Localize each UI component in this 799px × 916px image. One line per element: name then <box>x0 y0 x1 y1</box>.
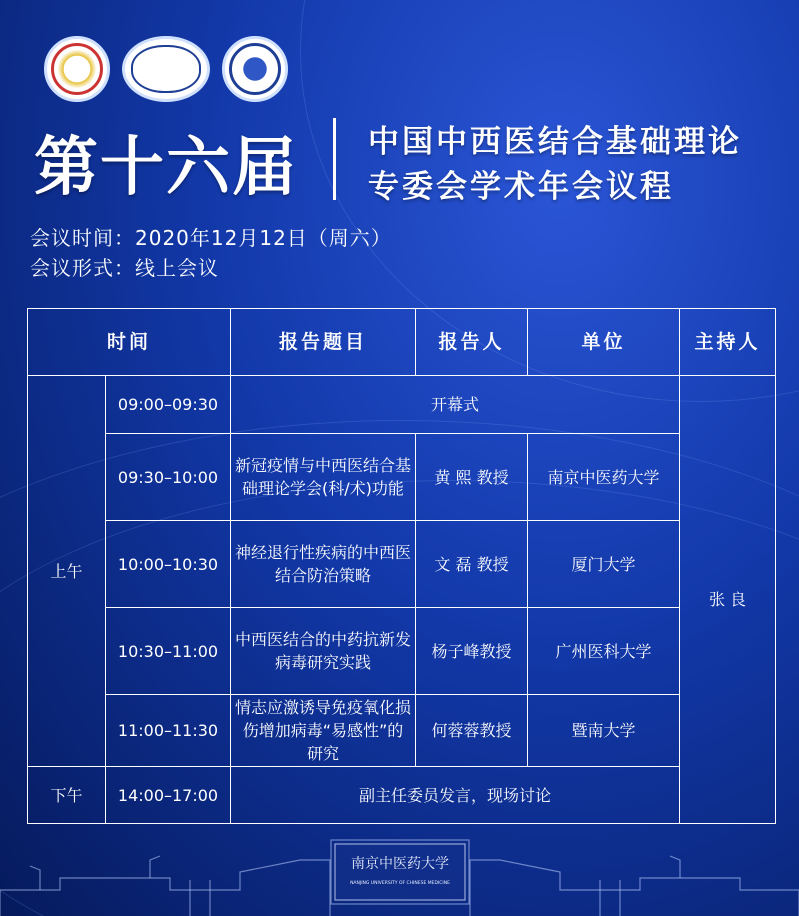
header-time: 时间 <box>28 309 231 376</box>
talk-unit: 南京中医药大学 <box>528 434 680 521</box>
talk-speaker: 文 磊 教授 <box>416 521 528 608</box>
table-row <box>28 695 776 767</box>
campus-skyline-illustration <box>0 820 799 916</box>
edition-title: 第十六届 <box>34 131 298 205</box>
header-unit: 单位 <box>528 309 680 376</box>
meeting-format <box>30 252 219 281</box>
table-row <box>28 376 776 434</box>
school-name-sign: 南京中医药大学 <box>351 856 449 872</box>
table-header-row <box>28 309 776 376</box>
header-title: 报告题目 <box>231 309 416 376</box>
talk-unit: 厦门大学 <box>528 521 680 608</box>
meeting-time-value: 2020年12月12日（周六） <box>135 226 392 250</box>
meeting-time-label: 会议时间： <box>30 226 135 250</box>
association-logo <box>44 36 110 102</box>
talk-speaker: 黄 熙 教授 <box>416 434 528 521</box>
opening-title: 开幕式 <box>231 376 680 434</box>
talk-unit: 暨南大学 <box>528 695 680 767</box>
talk-time: 10:00–10:30 <box>106 521 231 608</box>
talk-time: 09:30–10:00 <box>106 434 231 521</box>
host-name: 张 良 <box>680 376 776 824</box>
logo-row <box>44 36 288 102</box>
pm-label: 下午 <box>28 767 106 824</box>
opening-time: 09:00–09:30 <box>106 376 231 434</box>
talk-title: 新冠疫情与中西医结合基础理论学会(科/术)功能 <box>231 434 416 521</box>
meeting-format-value: 线上会议 <box>135 256 219 280</box>
talk-unit: 广州医科大学 <box>528 608 680 695</box>
table-row <box>28 608 776 695</box>
talk-time: 11:00–11:30 <box>106 695 231 767</box>
title-line-1: 中国中西医结合基础理论 <box>368 124 742 160</box>
talk-title: 中西医结合的中药抗新发病毒研究实践 <box>231 608 416 695</box>
table-row <box>28 767 776 824</box>
table-row <box>28 521 776 608</box>
university-logo <box>122 36 210 102</box>
agenda-table <box>27 308 776 824</box>
header-host: 主持人 <box>680 309 776 376</box>
table-row <box>28 434 776 521</box>
meeting-time <box>30 222 392 251</box>
talk-speaker: 何蓉蓉教授 <box>416 695 528 767</box>
am-label: 上午 <box>28 376 106 767</box>
talk-title: 神经退行性疾病的中西医结合防治策略 <box>231 521 416 608</box>
meeting-format-label: 会议形式： <box>30 256 135 280</box>
afternoon-time: 14:00–17:00 <box>106 767 231 824</box>
committee-logo <box>222 36 288 102</box>
header-speaker: 报告人 <box>416 309 528 376</box>
afternoon-title: 副主任委员发言，现场讨论 <box>231 767 680 824</box>
talk-title: 情志应激诱导免疫氧化损伤增加病毒“易感性”的研究 <box>231 695 416 767</box>
talk-time: 10:30–11:00 <box>106 608 231 695</box>
school-name-en: NANJING UNIVERSITY OF CHINESE MEDICINE <box>350 881 450 886</box>
talk-speaker: 杨子峰教授 <box>416 608 528 695</box>
title-line-2: 专委会学术年会议程 <box>368 169 674 205</box>
title-divider <box>333 118 336 200</box>
